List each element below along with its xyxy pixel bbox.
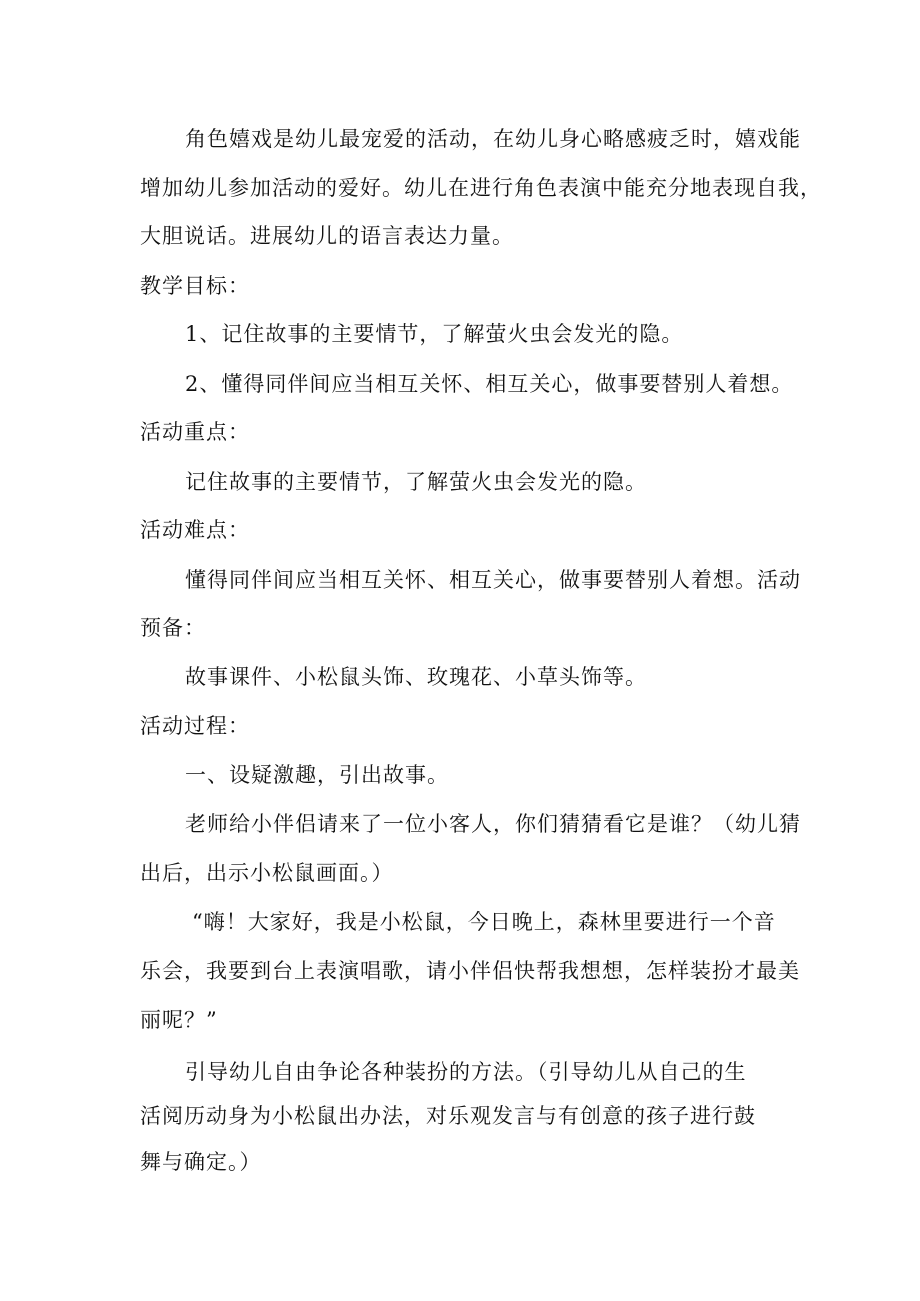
text-line: 老师给小伴侣请来了一位小客人，你们猜猜看它是谁？（幼儿猜 bbox=[185, 812, 801, 836]
text-line: 懂得同伴间应当相互关怀、相互关心，做事要替别人着想。活动 bbox=[185, 568, 801, 592]
text-line: 2、懂得同伴间应当相互关怀、相互关心，做事要替别人着想。 bbox=[185, 372, 794, 396]
text-line: 一、设疑激趣，引出故事。 bbox=[185, 763, 449, 787]
text-line: 大胆说话。进展幼儿的语言表达力量。 bbox=[140, 224, 514, 248]
text-line: 乐会，我要到台上表演唱歌，请小伴侣快帮我想想，怎样装扮才最美 bbox=[140, 959, 800, 983]
text-line: 增加幼儿参加活动的爱好。幼儿在进行角色表演中能充分地表现自我， bbox=[140, 176, 822, 200]
text-line: 故事课件、小松鼠头饰、玫瑰花、小草头饰等。 bbox=[185, 665, 647, 689]
section-heading: 活动过程： bbox=[140, 714, 250, 738]
text-line: 记住故事的主要情节，了解萤火虫会发光的隐。 bbox=[185, 470, 647, 494]
text-line: 1、记住故事的主要情节，了解萤火虫会发光的隐。 bbox=[185, 322, 684, 346]
text-line: 预备： bbox=[140, 616, 206, 640]
text-line: 角色嬉戏是幼儿最宠爱的活动，在幼儿身心略感疲乏时，嬉戏能 bbox=[185, 127, 801, 151]
text-line: 出后，出示小松鼠画面。） bbox=[140, 861, 394, 885]
text-line: 舞与确定。） bbox=[140, 1150, 262, 1174]
text-line: “嗨！大家好，我是小松鼠，今日晚上，森林里要进行一个音 bbox=[192, 910, 776, 934]
text-line: 丽呢？” bbox=[140, 1008, 218, 1032]
text-line: 活阅历动身为小松鼠出办法，对乐观发言与有创意的孩子进行鼓 bbox=[140, 1104, 756, 1128]
section-heading: 活动重点： bbox=[140, 420, 250, 444]
section-heading: 活动难点： bbox=[140, 518, 250, 542]
section-heading: 教学目标： bbox=[140, 274, 250, 298]
text-line: 引导幼儿自由争论各种装扮的方法。（引导幼儿从自己的生 bbox=[185, 1060, 747, 1084]
